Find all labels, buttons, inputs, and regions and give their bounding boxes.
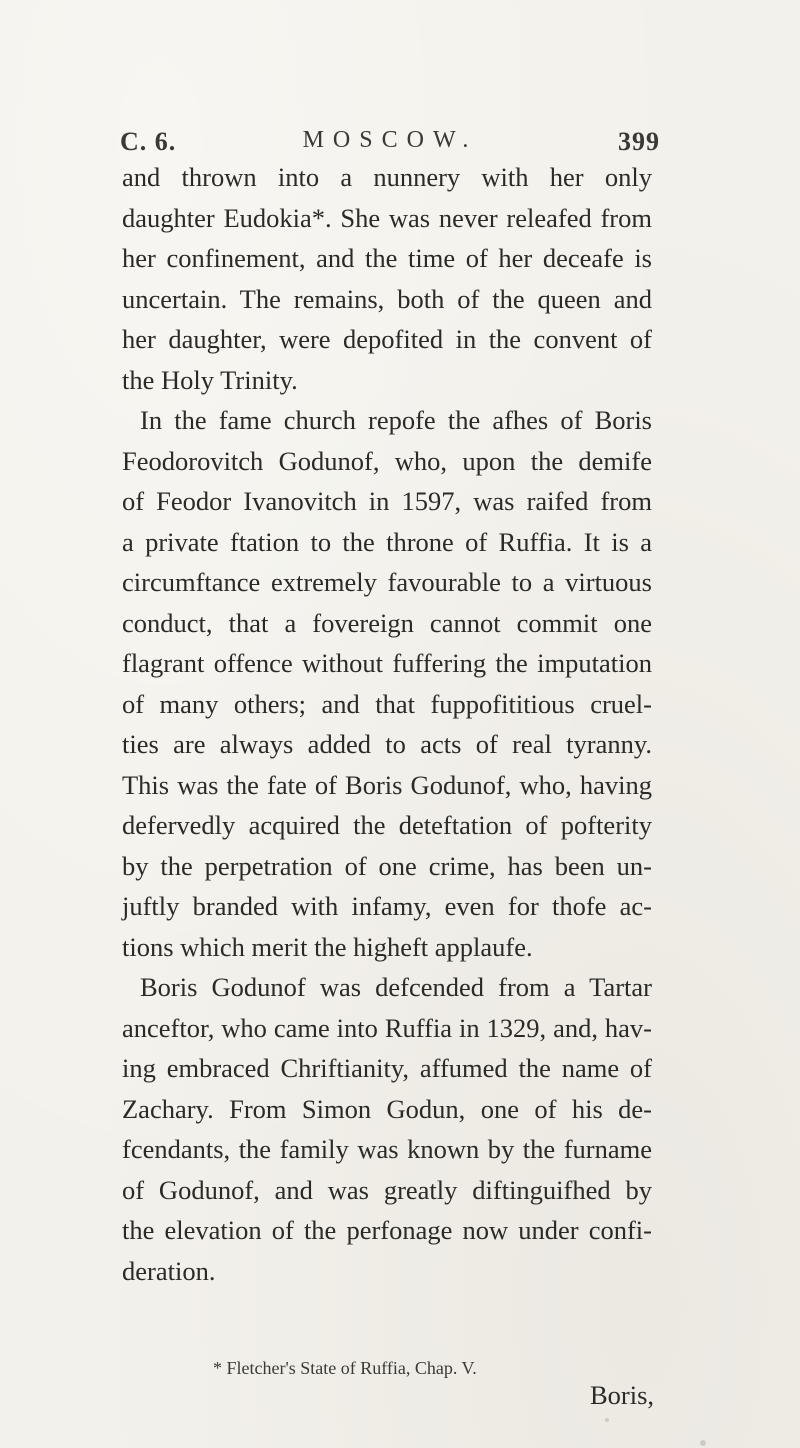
text-line: ties are always added to acts of real tyranny. [122,729,652,759]
text-line: of Godunof, and was greatly diftinguifhed by [122,1174,652,1205]
text-line: conduct, that a fovereign cannot commit one [122,607,652,638]
text-line: In the fame church repofe the afhes of Boris [140,405,652,435]
text-line: uncertain. The remains, both of the queen and [122,283,652,314]
text-line: of Feodor Ivanovitch in 1597, was raifed from [122,486,652,516]
running-title: MOSCOW. [302,127,478,153]
text-line: tions which merit the higheft applaufe. [122,931,533,962]
text-line: and thrown into a nunnery with her only [122,162,652,192]
text-line: Zachary. From Simon Godun, one of his de- [122,1093,652,1124]
text-line: of many others; and that fuppofititious cruel- [122,688,652,719]
text-line: her daughter, were depofited in the convent of [122,324,652,354]
text-line: by the perpetration of one crime, has been un- [122,850,652,881]
footnote: * Fletcher's State of Ruffia, Chap. V. [213,1358,477,1378]
body-text [122,157,652,1291]
text-line: This was the fate of Boris Godunof, who, having [122,769,652,800]
page-number: 399 [618,127,660,156]
text-line: deration. [122,1255,216,1286]
text-line: the Holy Trinity. [122,364,298,395]
text-line: fcendants, the family was known by the furname [122,1134,652,1164]
text-line: her confinement, and the time of her deceafe is [122,243,652,273]
text-line: ing embraced Chriftianity, affumed the name of [122,1053,652,1083]
text-line: anceftor, who came into Ruffia in 1329, and, hav- [122,1012,652,1043]
text-line: the elevation of the perfonage now under confi- [122,1215,652,1245]
text-line: juftly branded with infamy, even for thofe ac- [122,891,652,921]
catchword: Boris, [590,1380,655,1410]
paper-blemish [700,1440,706,1446]
text-line: flagrant offence without fuffering the imputation [122,648,652,678]
text-line: circumftance extremely favourable to a virtuous [122,567,652,597]
paper-blemish [605,1418,609,1422]
text-line: a private ftation to the throne of Ruffia. It is a [122,526,652,557]
text-line: daughter Eudokia*. She was never releafed from [122,202,652,233]
text-line: Feodorovitch Godunof, who, upon the demife [122,445,652,476]
chapter-marker: C. 6. [120,127,177,156]
text-line: defervedly acquired the deteftation of pofterity [122,810,652,840]
text-line: Boris Godunof was defcended from a Tartar [140,972,652,1002]
